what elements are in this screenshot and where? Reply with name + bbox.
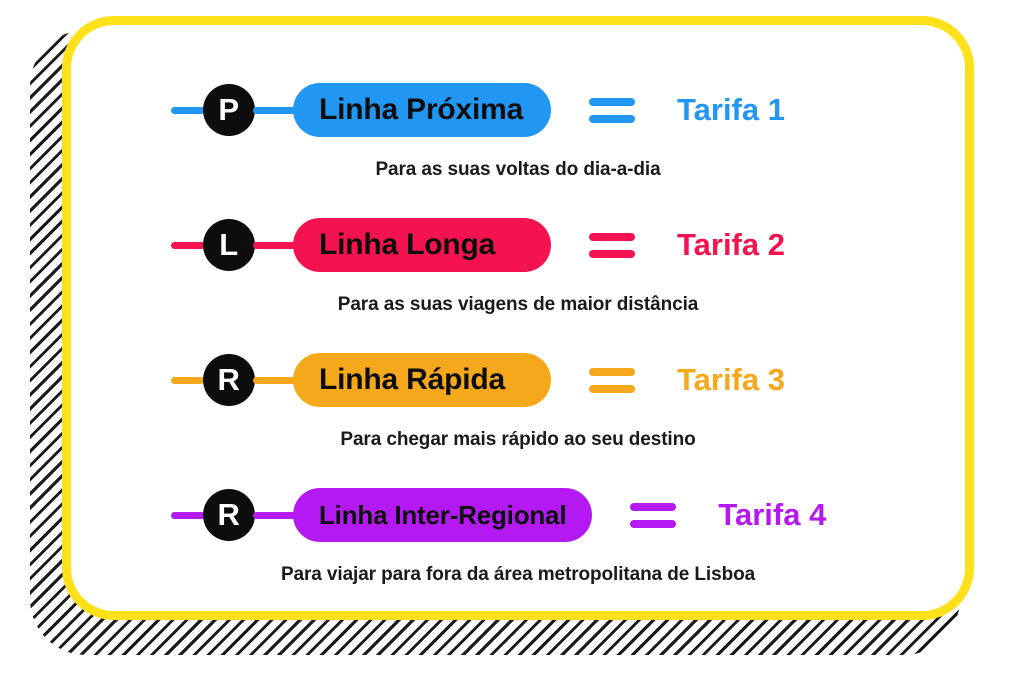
legend-rows	[71, 25, 965, 611]
line-stub	[171, 107, 205, 114]
line-subtitle: Para as suas viagens de maior distância	[337, 294, 699, 315]
line-name-pill: Linha Próxima	[293, 83, 551, 137]
fare-label: Tarifa 4	[718, 497, 827, 532]
legend-row-main	[71, 71, 965, 149]
line-name-pill: Linha Rápida	[293, 353, 551, 407]
legend-row	[71, 341, 965, 476]
line-name-pill: Linha Inter-Regional	[293, 488, 592, 542]
fare-label: Tarifa 1	[677, 92, 785, 127]
legend-row	[71, 476, 965, 611]
legend-row-main	[71, 476, 965, 554]
fare-label: Tarifa 3	[677, 362, 785, 397]
line-badge: R	[203, 354, 255, 406]
line-subtitle: Para chegar mais rápido ao seu destino	[340, 429, 696, 450]
line-badge: L	[203, 219, 255, 271]
line-name-pill: Linha Longa	[293, 218, 551, 272]
legend-row	[71, 206, 965, 341]
legend-row	[71, 71, 965, 206]
equals-icon	[589, 233, 635, 258]
equals-icon	[589, 368, 635, 393]
legend-row-main	[71, 206, 965, 284]
line-stub	[171, 242, 205, 249]
equals-icon	[630, 503, 676, 528]
line-badge: P	[203, 84, 255, 136]
line-badge: R	[203, 489, 255, 541]
fare-label: Tarifa 2	[677, 227, 785, 262]
line-stub	[171, 512, 205, 519]
legend-row-main	[71, 341, 965, 419]
line-subtitle: Para as suas voltas do dia-a-dia	[375, 159, 661, 180]
equals-icon	[589, 98, 635, 123]
line-stub	[171, 377, 205, 384]
legend-card	[62, 16, 974, 620]
line-subtitle: Para viajar para fora da área metropolitana de Lisboa	[280, 564, 756, 585]
